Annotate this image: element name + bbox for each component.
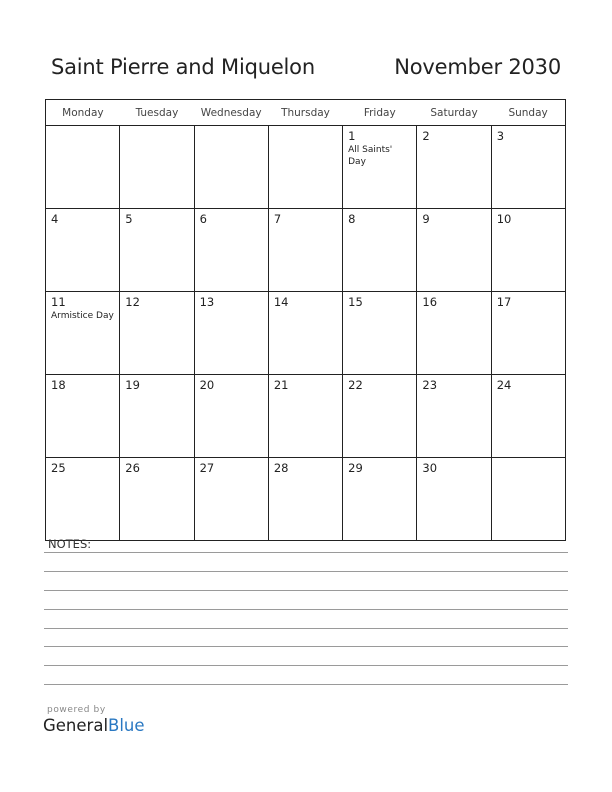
day-number: 26 — [125, 461, 140, 475]
notes-line — [44, 646, 568, 647]
day-number: 16 — [422, 295, 438, 309]
calendar-day-cell — [46, 458, 120, 541]
weekday-tuesday: Tuesday — [120, 100, 194, 126]
notes-line — [44, 552, 568, 553]
calendar-day-cell — [268, 126, 342, 209]
calendar-day-cell — [120, 292, 194, 375]
calendar-day-cell — [417, 292, 491, 375]
calendar-day-cell — [46, 375, 120, 458]
day-number: 29 — [348, 461, 363, 475]
calendar-week-row — [46, 458, 566, 541]
calendar-day-cell — [491, 458, 565, 541]
calendar-grid — [45, 99, 566, 541]
calendar-week-row — [46, 126, 566, 209]
calendar-day-cell — [194, 292, 268, 375]
weekday-thursday: Thursday — [268, 100, 342, 126]
calendar-day-cell — [46, 209, 120, 292]
calendar-week-row — [46, 292, 566, 375]
day-number: 23 — [422, 378, 438, 392]
notes-line — [44, 684, 568, 685]
calendar-day-cell — [417, 126, 491, 209]
weekday-sunday: Sunday — [491, 100, 565, 126]
day-number: 9 — [422, 212, 430, 226]
calendar-day-cell — [417, 458, 491, 541]
calendar-day-cell — [343, 292, 417, 375]
day-number: 25 — [51, 461, 66, 475]
day-number: 27 — [199, 461, 215, 475]
day-number: 6 — [199, 212, 207, 226]
weekday-header-row — [46, 100, 566, 126]
calendar-day-cell — [268, 458, 342, 541]
brand-general: General — [43, 716, 109, 735]
calendar-day-cell — [120, 126, 194, 209]
weekday-friday: Friday — [343, 100, 417, 126]
calendar-month-title: November 2030 — [394, 55, 561, 79]
weekday-wednesday: Wednesday — [194, 100, 268, 126]
calendar-day-cell — [343, 209, 417, 292]
day-number: 8 — [348, 212, 356, 226]
calendar-day-cell — [268, 209, 342, 292]
weekday-monday: Monday — [46, 100, 120, 126]
day-number: 12 — [125, 295, 140, 309]
day-number: 28 — [273, 461, 289, 475]
day-number: 3 — [496, 129, 505, 143]
weekday-saturday: Saturday — [417, 100, 491, 126]
brand-blue: Blue — [108, 716, 145, 735]
holiday-label: All Saints' Day — [348, 145, 393, 167]
day-number: 1 — [348, 129, 356, 143]
calendar-day-cell — [268, 292, 342, 375]
day-number: 21 — [273, 378, 289, 392]
day-number: 7 — [273, 212, 282, 226]
day-number: 17 — [496, 295, 512, 309]
calendar-day-cell — [343, 375, 417, 458]
calendar-day-cell — [46, 126, 120, 209]
day-number: 14 — [273, 295, 289, 309]
notes-label: NOTES: — [48, 537, 92, 551]
powered-by-text: powered by — [47, 705, 106, 715]
notes-line — [44, 665, 568, 666]
notes-line — [44, 628, 568, 629]
day-number: 30 — [422, 461, 438, 475]
calendar-day-cell — [491, 209, 565, 292]
calendar-day-cell — [120, 375, 194, 458]
calendar-country-title: Saint Pierre and Miquelon — [51, 55, 315, 79]
day-number: 24 — [496, 378, 512, 392]
notes-line — [44, 571, 568, 572]
day-number: 18 — [51, 378, 66, 392]
calendar-day-cell — [268, 375, 342, 458]
generalblue-logo — [43, 716, 145, 735]
day-number: 5 — [125, 212, 133, 226]
day-number: 10 — [496, 212, 512, 226]
calendar-day-cell — [343, 458, 417, 541]
calendar-day-cell — [194, 458, 268, 541]
notes-line — [44, 609, 568, 610]
calendar-week-row — [46, 375, 566, 458]
calendar-day-cell — [46, 292, 120, 375]
calendar-day-cell — [194, 126, 268, 209]
day-number: 15 — [348, 295, 363, 309]
calendar-day-cell — [120, 458, 194, 541]
holiday-label: Armistice Day — [51, 311, 114, 321]
calendar-day-cell — [194, 375, 268, 458]
day-number: 19 — [125, 378, 140, 392]
calendar-day-cell — [491, 292, 565, 375]
day-number: 11 — [51, 295, 66, 309]
day-number: 13 — [199, 295, 215, 309]
calendar-day-cell — [417, 209, 491, 292]
calendar-day-cell — [120, 209, 194, 292]
calendar-day-cell — [491, 375, 565, 458]
notes-line — [44, 590, 568, 591]
calendar-day-cell — [417, 375, 491, 458]
day-number: 2 — [422, 129, 430, 143]
day-number: 4 — [51, 212, 59, 226]
day-number: 20 — [199, 378, 215, 392]
calendar-day-cell — [194, 209, 268, 292]
calendar-day-cell — [343, 126, 417, 209]
calendar-week-row — [46, 209, 566, 292]
day-number: 22 — [348, 378, 363, 392]
calendar-day-cell — [491, 126, 565, 209]
